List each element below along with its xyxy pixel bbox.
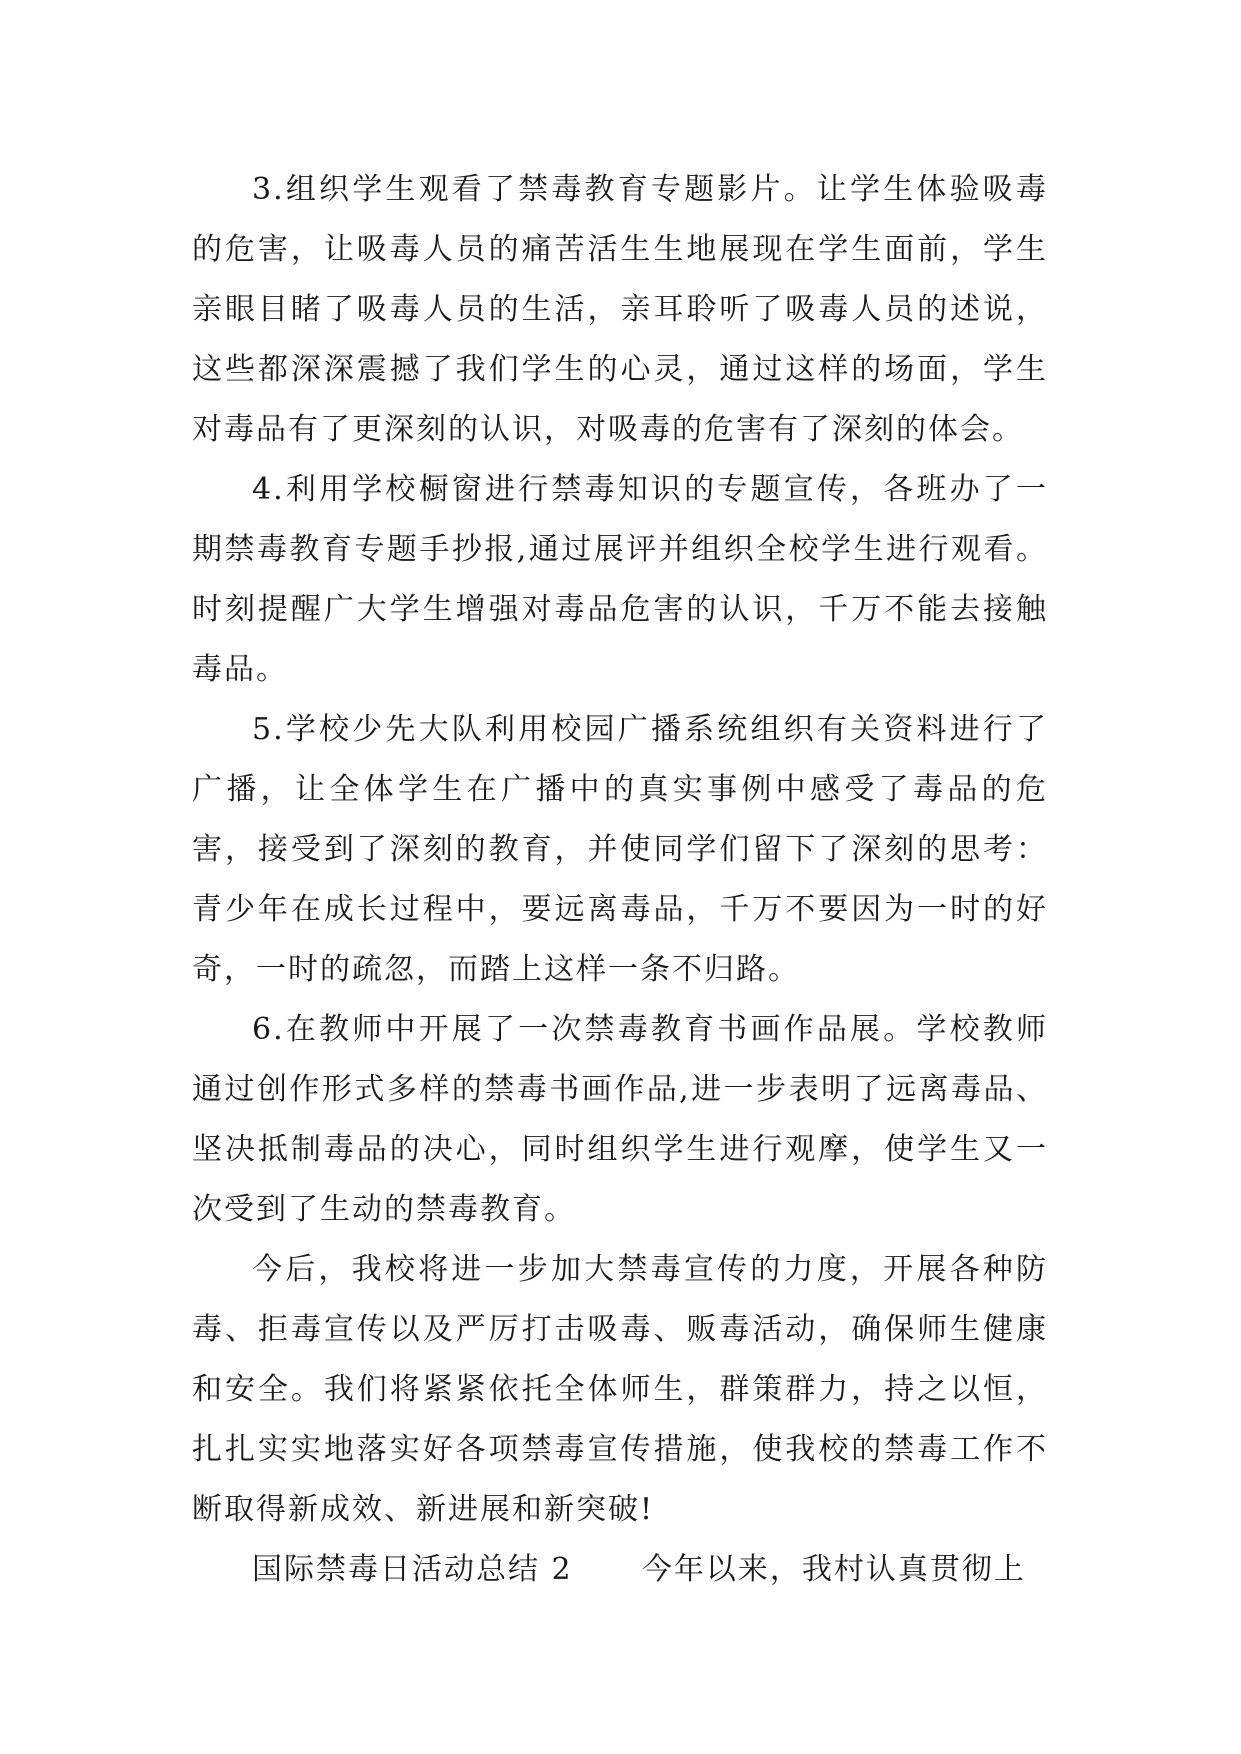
section-heading-summary-2: 国际禁毒日活动总结 2 今年以来，我村认真贯彻上 (252, 1552, 1026, 1587)
document-body (192, 160, 1048, 1600)
paragraph-item-5: 5.学校少先大队利用校园广播系统组织有关资料进行了广播，让全体学生在广播中的真实事例中感受了毒品的危害，接受到了深刻的教育，并使同学们留下了深刻的思考：青少年在成长过程中，要远离毒品，千万不要因为一时的好奇，一时的疏忽，而踏上这样一条不归路。 (192, 712, 1048, 987)
paragraph-item-6: 6.在教师中开展了一次禁毒教育书画作品展。学校教师通过创作形式多样的禁毒书画作品,进一步表明了远离毒品、坚决抵制毒品的决心，同时组织学生进行观摩，使学生又一次受到了生动的禁毒教育。 (192, 1012, 1048, 1227)
paragraph-item-4: 4.利用学校橱窗进行禁毒知识的专题宣传，各班办了一期禁毒教育专题手抄报,通过展评并组织全校学生进行观看。时刻提醒广大学生增强对毒品危害的认识，千万不能去接触毒品。 (192, 472, 1048, 687)
paragraph-item-3: 3.组织学生观看了禁毒教育专题影片。让学生体验吸毒的危害，让吸毒人员的痛苦活生生地展现在学生面前，学生亲眼目睹了吸毒人员的生活，亲耳聆听了吸毒人员的述说，这些都深深震撼了我们学生的心灵，通过这样的场面，学生对毒品有了更深刻的认识，对吸毒的危害有了深刻的体会。 (192, 172, 1048, 447)
paragraph-conclusion: 今后，我校将进一步加大禁毒宣传的力度，开展各种防毒、拒毒宣传以及严厉打击吸毒、贩毒活动，确保师生健康和安全。我们将紧紧依托全体师生，群策群力，持之以恒，扎扎实实地落实好各项禁毒宣传措施，使我校的禁毒工作不断取得新成效、新进展和新突破! (192, 1252, 1048, 1527)
